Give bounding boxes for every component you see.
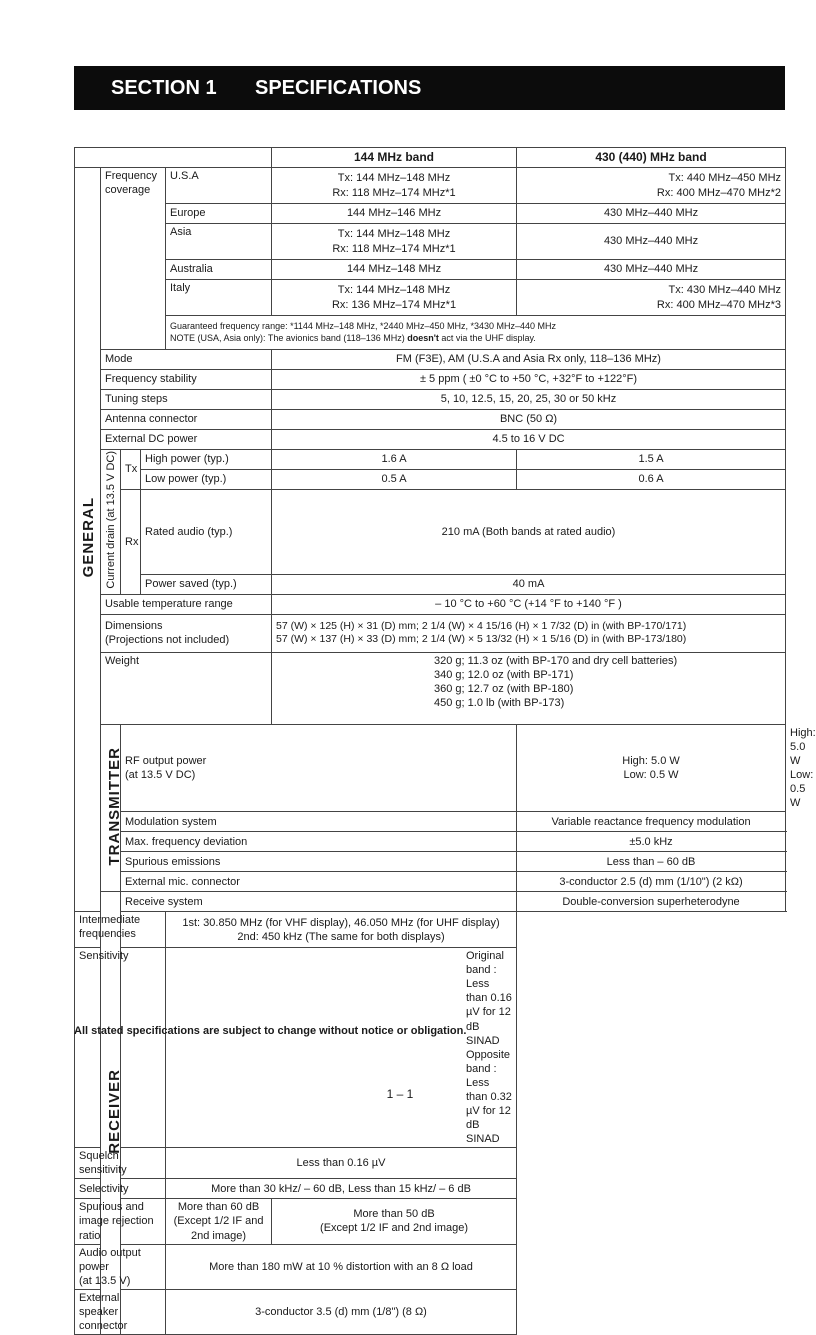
rx-label: Rx xyxy=(121,490,141,595)
group-receiver: RECEIVER xyxy=(101,892,121,1335)
low-power-label: Low power (typ.) xyxy=(141,470,272,490)
power-saved-label: Power saved (typ.) xyxy=(141,574,272,594)
antenna-label: Antenna connector xyxy=(101,410,272,430)
table-row xyxy=(75,948,786,1148)
rated-audio-label: Rated audio (typ.) xyxy=(141,490,272,575)
squelch-value: Less than 0.16 µV xyxy=(166,1148,517,1179)
table-row xyxy=(75,614,786,652)
table-row xyxy=(75,852,786,872)
table-row xyxy=(75,316,786,350)
table-row xyxy=(75,832,786,852)
table-row xyxy=(75,204,786,224)
if-value: 1st: 30.850 MHz (for VHF display), 46.050 MHz (for UHF display) 2nd: 450 kHz (The same for both displays) xyxy=(166,912,517,948)
high-power-430: 1.5 A xyxy=(517,450,786,470)
table-row xyxy=(75,430,786,450)
rf-output-label: RF output power (at 13.5 V DC) xyxy=(121,724,517,811)
table-row xyxy=(75,260,786,280)
audio-output-label: Audio output power (at 13.5 V) xyxy=(75,1244,166,1289)
region-usa: U.S.A xyxy=(166,168,272,204)
asia-430: 430 MHz–440 MHz xyxy=(517,224,786,260)
spurious-label: Spurious emissions xyxy=(121,852,517,872)
europe-430: 430 MHz–440 MHz xyxy=(517,204,786,224)
group-transmitter: TRANSMITTER xyxy=(101,724,121,891)
region-australia: Australia xyxy=(166,260,272,280)
table-row xyxy=(75,1289,786,1334)
sensitivity-value: Original band : Less than 0.16 µV for 12 dB SINAD Opposite band : Less than 0.32 µV for 12 dB SINAD xyxy=(166,948,517,1148)
squelch-label: Squelch sensitivity xyxy=(75,1148,166,1179)
table-row xyxy=(75,168,786,204)
table-row xyxy=(75,280,786,316)
rated-audio-value: 210 mA (Both bands at rated audio) xyxy=(272,490,786,575)
table-row xyxy=(75,224,786,260)
image-rejection-label: Spurious and image rejection ratio xyxy=(75,1199,166,1244)
section-title: SPECIFICATIONS xyxy=(255,77,422,99)
table-row xyxy=(75,1244,786,1289)
weight-value: 320 g; 11.3 oz (with BP-170 and dry cell batteries) 340 g; 12.0 oz (with BP-171) 360 g; 12.7 oz (with BP-180) 450 g; 1.0 lb (with BP-173) xyxy=(272,652,786,724)
usa-144: Tx: 144 MHz–148 MHz Rx: 118 MHz–174 MHz*1 xyxy=(272,168,517,204)
australia-430: 430 MHz–440 MHz xyxy=(517,260,786,280)
table-header-row xyxy=(75,148,786,168)
table-row xyxy=(75,652,786,724)
mic-label: External mic. connector xyxy=(121,872,517,892)
dc-label: External DC power xyxy=(101,430,272,450)
table-row xyxy=(75,1179,786,1199)
table-row xyxy=(75,470,786,490)
power-saved-value: 40 mA xyxy=(272,574,786,594)
region-europe: Europe xyxy=(166,204,272,224)
australia-144: 144 MHz–148 MHz xyxy=(272,260,517,280)
current-drain-label: Current drain (at 13.5 V DC) xyxy=(101,450,121,595)
freq-notes: Guaranteed frequency range: *1144 MHz–148 MHz, *2440 MHz–450 MHz, *3430 MHz–440 MHz NOTE (USA, Asia only): The avionics band (118–136 MHz) doesn't act via the UHF display. xyxy=(166,316,786,350)
tx-label: Tx xyxy=(121,450,141,490)
table-row xyxy=(75,410,786,430)
selectivity-label: Selectivity xyxy=(75,1179,166,1199)
sensitivity-label: Sensitivity xyxy=(75,948,166,1148)
usa-430: Tx: 440 MHz–450 MHz Rx: 400 MHz–470 MHz*2 xyxy=(517,168,786,204)
group-general: GENERAL xyxy=(75,168,101,912)
table-row xyxy=(75,594,786,614)
table-row xyxy=(75,892,786,912)
temp-label: Usable temperature range xyxy=(101,594,272,614)
table-row xyxy=(75,370,786,390)
receive-system-value: Double-conversion superheterodyne xyxy=(517,892,786,912)
high-power-144: 1.6 A xyxy=(272,450,517,470)
speaker-label: External speaker connector xyxy=(75,1289,166,1334)
italy-144: Tx: 144 MHz–148 MHz Rx: 136 MHz–174 MHz*1 xyxy=(272,280,517,316)
mode-value: FM (F3E), AM (U.S.A and Asia Rx only, 118–136 MHz) xyxy=(272,350,786,370)
rf-output-144: High: 5.0 W Low: 0.5 W xyxy=(517,724,786,811)
mode-label: Mode xyxy=(101,350,272,370)
freq-coverage-label: Frequency coverage xyxy=(101,168,166,350)
table-row xyxy=(75,912,786,948)
image-rejection-144: More than 60 dB (Except 1/2 IF and 2nd image) xyxy=(166,1199,272,1244)
asia-144: Tx: 144 MHz–148 MHz Rx: 118 MHz–174 MHz*1 xyxy=(272,224,517,260)
table-row xyxy=(75,450,786,470)
high-power-label: High power (typ.) xyxy=(141,450,272,470)
stability-value: ± 5 ppm ( ±0 °C to +50 °C, +32°F to +122°F) xyxy=(272,370,786,390)
table-row xyxy=(75,574,786,594)
selectivity-value: More than 30 kHz/ – 60 dB, Less than 15 kHz/ – 6 dB xyxy=(166,1179,517,1199)
table-row xyxy=(75,872,786,892)
dc-value: 4.5 to 16 V DC xyxy=(272,430,786,450)
stability-label: Frequency stability xyxy=(101,370,272,390)
mic-value: 3-conductor 2.5 (d) mm (1/10") (2 kΩ) xyxy=(517,872,786,892)
spec-table xyxy=(74,147,816,1335)
deviation-label: Max. frequency deviation xyxy=(121,832,517,852)
speaker-value: 3-conductor 3.5 (d) mm (1/8") (8 Ω) xyxy=(166,1289,517,1334)
disclaimer: All stated specifications are subject to change without notice or obligation. xyxy=(74,1025,467,1037)
temp-value: – 10 °C to +60 °C (+14 °F to +140 °F ) xyxy=(272,594,786,614)
low-power-144: 0.5 A xyxy=(272,470,517,490)
table-row xyxy=(75,1199,786,1244)
low-power-430: 0.6 A xyxy=(517,470,786,490)
page-number: 1 – 1 xyxy=(386,1087,414,1101)
dimensions-label: Dimensions (Projections not included) xyxy=(101,614,272,652)
table-row xyxy=(75,1148,786,1179)
section-banner xyxy=(74,66,785,110)
receive-system-label: Receive system xyxy=(121,892,517,912)
spurious-value: Less than – 60 dB xyxy=(517,852,786,872)
table-row xyxy=(75,490,786,575)
steps-value: 5, 10, 12.5, 15, 20, 25, 30 or 50 kHz xyxy=(272,390,786,410)
table-row xyxy=(75,390,786,410)
weight-label: Weight xyxy=(101,652,272,724)
antenna-value: BNC (50 Ω) xyxy=(272,410,786,430)
table-row xyxy=(75,812,786,832)
modulation-label: Modulation system xyxy=(121,812,517,832)
modulation-value: Variable reactance frequency modulation xyxy=(517,812,786,832)
steps-label: Tuning steps xyxy=(101,390,272,410)
audio-output-value: More than 180 mW at 10 % distortion with an 8 Ω load xyxy=(166,1244,517,1289)
if-label: Intermediate frequencies xyxy=(75,912,166,948)
band-144-header: 144 MHz band xyxy=(272,148,517,168)
deviation-value: ±5.0 kHz xyxy=(517,832,786,852)
image-rejection-430: More than 50 dB (Except 1/2 IF and 2nd image) xyxy=(272,1199,517,1244)
table-row: TRANSMITTER RF output power (at 13.5 V DC) High: 5.0 W Low: 0.5 W High: 5.0 W Low: 0.5 W xyxy=(75,724,786,811)
italy-430: Tx: 430 MHz–440 MHz Rx: 400 MHz–470 MHz*3 xyxy=(517,280,786,316)
region-italy: Italy xyxy=(166,280,272,316)
band-430-header: 430 (440) MHz band xyxy=(517,148,786,168)
europe-144: 144 MHz–146 MHz xyxy=(272,204,517,224)
table-row xyxy=(75,350,786,370)
section-number: SECTION 1 xyxy=(111,77,217,99)
region-asia: Asia xyxy=(166,224,272,260)
dimensions-value: 57 (W) × 125 (H) × 31 (D) mm; 2 1/4 (W) × 4 15/16 (H) × 1 7/32 (D) in (with BP-170/171) 57 (W) × 137 (H) × 33 (D) mm; 2 1/4 (W) × 5 13/32 (H) × 1 5/16 (D) in (with BP-173/180) xyxy=(272,614,786,652)
